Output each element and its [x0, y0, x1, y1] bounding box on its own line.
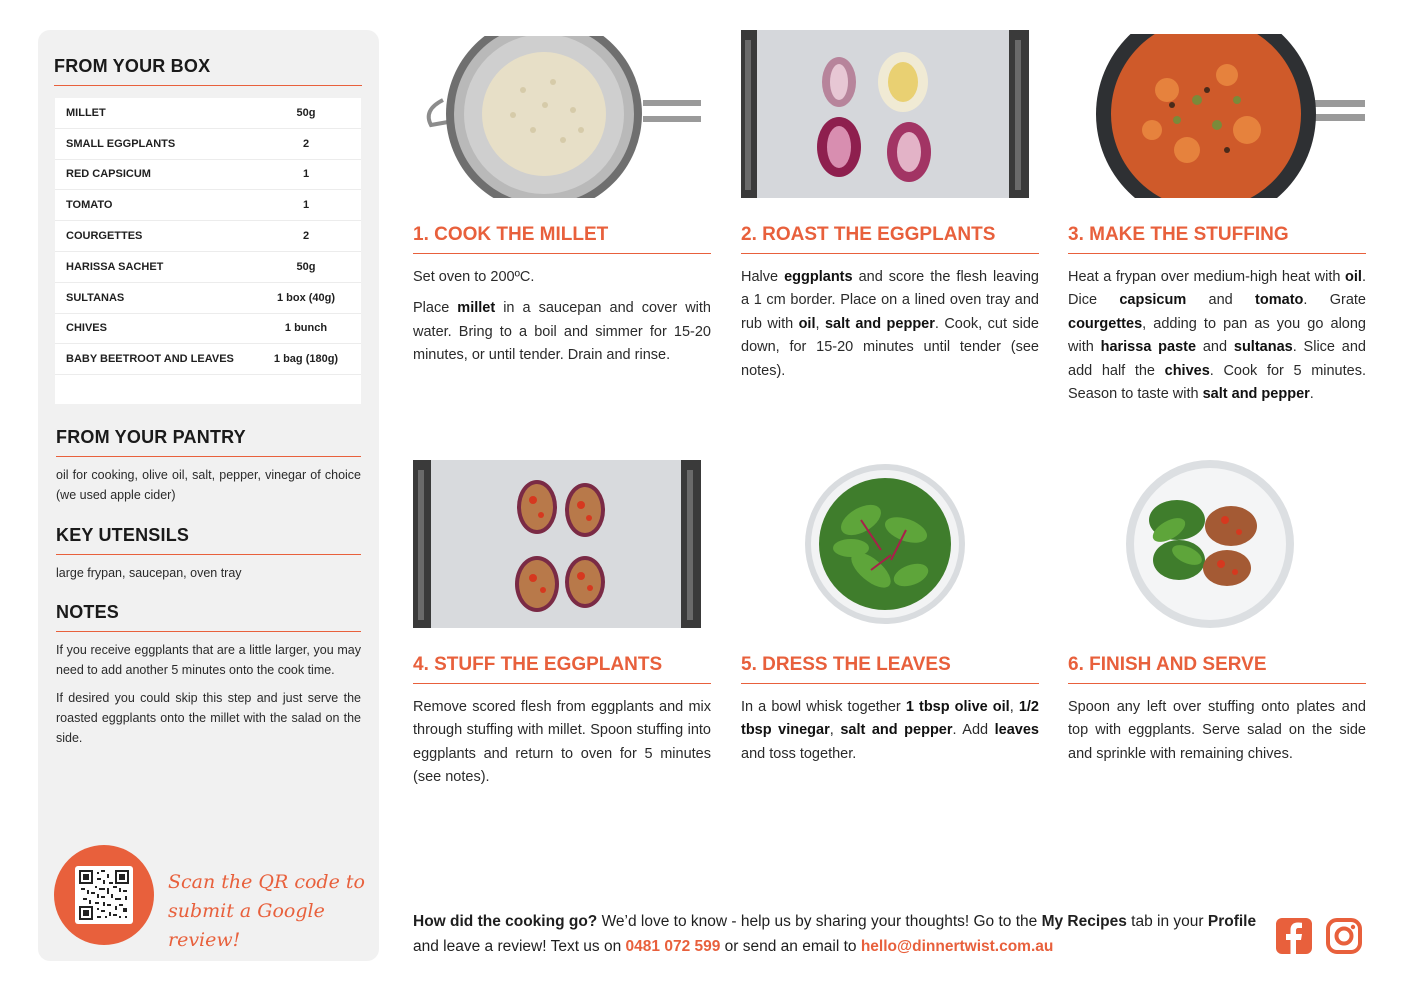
- ingredient-name: RED CAPSICUM: [66, 168, 151, 181]
- served-plate-photo: [1069, 460, 1357, 628]
- step-6-body: [1068, 696, 1366, 766]
- step-text: and score the flesh leaving a 1 cm border. Place on a lined oven tray and rub with: [741, 269, 1040, 332]
- instagram-icon[interactable]: [1325, 917, 1363, 955]
- step-text: and: [1186, 292, 1256, 309]
- step-text: Place: [413, 300, 458, 317]
- step-2-body: [741, 266, 1039, 383]
- ingredient-row: [55, 160, 361, 191]
- salad-bowl-photo: [741, 460, 1029, 628]
- ingredient-qty: 2: [302, 137, 310, 150]
- ingredient-highlight: sultanas: [1233, 339, 1293, 356]
- step-paragraph: [1068, 266, 1366, 406]
- qr-badge: [54, 845, 154, 945]
- step-3-title: 3. MAKE THE STUFFING: [1068, 224, 1366, 254]
- ingredient-qty: 1 bunch: [284, 322, 328, 335]
- qr-caption-line: Scan the QR code to: [168, 871, 365, 893]
- ingredient-qty: 50g: [296, 260, 316, 273]
- step-paragraph: [741, 266, 1039, 383]
- step-paragraph: [413, 297, 711, 367]
- step-5-body: [741, 696, 1039, 766]
- step-text: and: [1196, 339, 1234, 356]
- step-text: ,: [815, 315, 825, 332]
- ingredient-highlight: salt and pepper: [840, 722, 953, 739]
- footer-text: We’d love to know - help us by sharing your thoughts! Go to the: [597, 913, 1042, 930]
- footer-text: or send an email to: [720, 938, 861, 955]
- notes-section: [56, 602, 361, 748]
- ingredient-row: [55, 98, 361, 129]
- ingredient-row: [55, 190, 361, 221]
- step-text: ,: [1009, 699, 1019, 715]
- ingredient-highlight: oil: [1345, 269, 1362, 285]
- ingredient-name: HARISSA SACHET: [66, 260, 164, 273]
- step-paragraph: [741, 696, 1039, 766]
- step-paragraph: [1068, 696, 1366, 766]
- step-1-body: [413, 266, 711, 368]
- review-footer: [413, 909, 1263, 959]
- step-3-body: [1068, 266, 1366, 406]
- ingredient-row: [55, 283, 361, 314]
- utensils-title: KEY UTENSILS: [56, 525, 361, 555]
- step-4-title: 4. STUFF THE EGGPLANTS: [413, 654, 711, 684]
- step-text: Spoon any left over stuffing onto plates and top with eggplants. Serve salad on the side and sprinkle with remaining chives.: [1068, 699, 1366, 762]
- step-text: . Cook, cut side down, for 15-20 minutes until tender (see notes).: [741, 315, 1039, 379]
- ingredient-qty: 1 bag (180g): [273, 353, 339, 366]
- utensils-text: large frypan, saucepan, oven tray: [56, 566, 242, 580]
- pantry-title: FROM YOUR PANTRY: [56, 427, 361, 457]
- ingredient-name: TOMATO: [66, 199, 113, 212]
- ingredient-highlight: salt and pepper: [1202, 386, 1310, 403]
- step-text: in a saucepan and cover with water. Bring to a boil and simmer for 15-20 minutes, or until tender. Drain and rinse.: [413, 300, 711, 364]
- footer-question: How did the cooking go?: [413, 913, 598, 930]
- step-text: . Add: [952, 722, 995, 739]
- footer-text: tab in your: [1126, 913, 1208, 930]
- stuffed-eggplants-photo: [413, 460, 701, 628]
- qr-code-icon[interactable]: [75, 866, 133, 924]
- step-text: .: [1309, 386, 1314, 403]
- notes-paragraph: If you receive eggplants that are a little larger, you may need to add another 5 minutes onto the cook time.: [56, 643, 361, 677]
- facebook-icon[interactable]: [1275, 917, 1313, 955]
- box-title: FROM YOUR BOX: [54, 56, 362, 86]
- ingredient-highlight: leaves: [994, 722, 1039, 739]
- step-2-title: 2. ROAST THE EGGPLANTS: [741, 224, 1039, 254]
- ingredient-highlight: oil: [798, 315, 816, 332]
- ingredient-name: CHIVES: [66, 322, 107, 335]
- qr-caption: [168, 868, 368, 955]
- step-text: . Cook for 5 minutes. Season to taste with: [1068, 362, 1366, 403]
- email-link[interactable]: hello@dinnertwist.com.au: [860, 938, 1054, 955]
- step-1-title: 1. COOK THE MILLET: [413, 224, 711, 254]
- step-paragraph: [413, 696, 711, 790]
- ingredient-highlight: chives: [1164, 362, 1210, 379]
- step-text: Halve: [741, 269, 785, 285]
- ingredient-name: SULTANAS: [66, 291, 125, 304]
- ingredient-highlight: tomato: [1255, 292, 1304, 309]
- step-text: In a bowl whisk together: [741, 699, 906, 715]
- step-text: . Dice: [1068, 269, 1366, 309]
- ingredient-qty: 50g: [296, 106, 316, 119]
- ingredient-highlight: 1/2 tbsp vinegar: [741, 699, 1039, 739]
- step-text: and toss together.: [741, 745, 857, 762]
- ingredient-qty: 2: [302, 230, 310, 243]
- ingredient-name: MILLET: [66, 106, 106, 119]
- footer-text: and leave a review! Text us on: [413, 938, 626, 955]
- notes-paragraph: If desired you could skip this step and just serve the roasted eggplants onto the millet with the salad on the side.: [56, 691, 361, 745]
- pantry-text: oil for cooking, olive oil, salt, pepper, vinegar of choice (we used apple cider): [56, 468, 361, 502]
- ingredient-row: [55, 344, 361, 375]
- step-6-title: 6. FINISH AND SERVE: [1068, 654, 1366, 684]
- step-5-title: 5. DRESS THE LEAVES: [741, 654, 1039, 684]
- ingredient-highlight: capsicum: [1119, 292, 1187, 309]
- step-text: , adding to pan as you go along with: [1068, 315, 1366, 356]
- stuffing-pan-photo: [1077, 30, 1365, 198]
- ingredient-highlight: courgettes: [1068, 315, 1143, 332]
- ingredient-row: [55, 221, 361, 252]
- ingredient-table: [55, 98, 361, 404]
- phone-link[interactable]: 0481 072 599: [625, 938, 721, 955]
- step-text: ,: [829, 722, 841, 739]
- ingredient-row: [55, 252, 361, 283]
- step-text: Remove scored flesh from eggplants and mix through stuffing with millet. Spoon stuffing into eggplants and return to oven for 5 minutes (see notes).: [413, 699, 711, 786]
- ingredient-highlight: salt and pepper: [824, 315, 935, 332]
- ingredient-highlight: 1 tbsp olive oil: [905, 699, 1010, 715]
- ingredient-highlight: eggplants: [784, 269, 853, 285]
- eggplant-tray-photo: [741, 30, 1029, 198]
- notes-title: NOTES: [56, 602, 361, 632]
- ingredient-qty: 1 box (40g): [276, 291, 336, 304]
- ingredient-highlight: millet: [457, 300, 496, 317]
- ingredient-qty: 1: [302, 199, 310, 212]
- step-text: Heat a frypan over medium-high heat with: [1068, 269, 1346, 285]
- ingredient-highlight: harissa paste: [1100, 339, 1197, 356]
- ingredient-name: BABY BEETROOT AND LEAVES: [66, 353, 234, 366]
- step-paragraph: [413, 266, 711, 289]
- my-recipes-link[interactable]: My Recipes: [1041, 913, 1127, 930]
- ingredient-row: [55, 129, 361, 160]
- step-text: . Slice and add half the: [1068, 339, 1366, 379]
- millet-photo: [413, 30, 701, 198]
- profile-link[interactable]: Profile: [1207, 913, 1257, 930]
- pantry-section: [56, 427, 361, 505]
- sidebar: [38, 30, 379, 961]
- ingredient-row: [55, 314, 361, 345]
- ingredient-name: COURGETTES: [66, 230, 143, 243]
- step-4-body: [413, 696, 711, 790]
- step-text: . Grate: [1303, 292, 1366, 309]
- qr-caption-line: submit a Google review!: [168, 900, 325, 951]
- ingredient-name: SMALL EGGPLANTS: [66, 137, 176, 150]
- utensils-section: [56, 525, 361, 583]
- ingredient-qty: 1: [302, 168, 310, 181]
- step-text: Set oven to 200ºC.: [413, 269, 535, 285]
